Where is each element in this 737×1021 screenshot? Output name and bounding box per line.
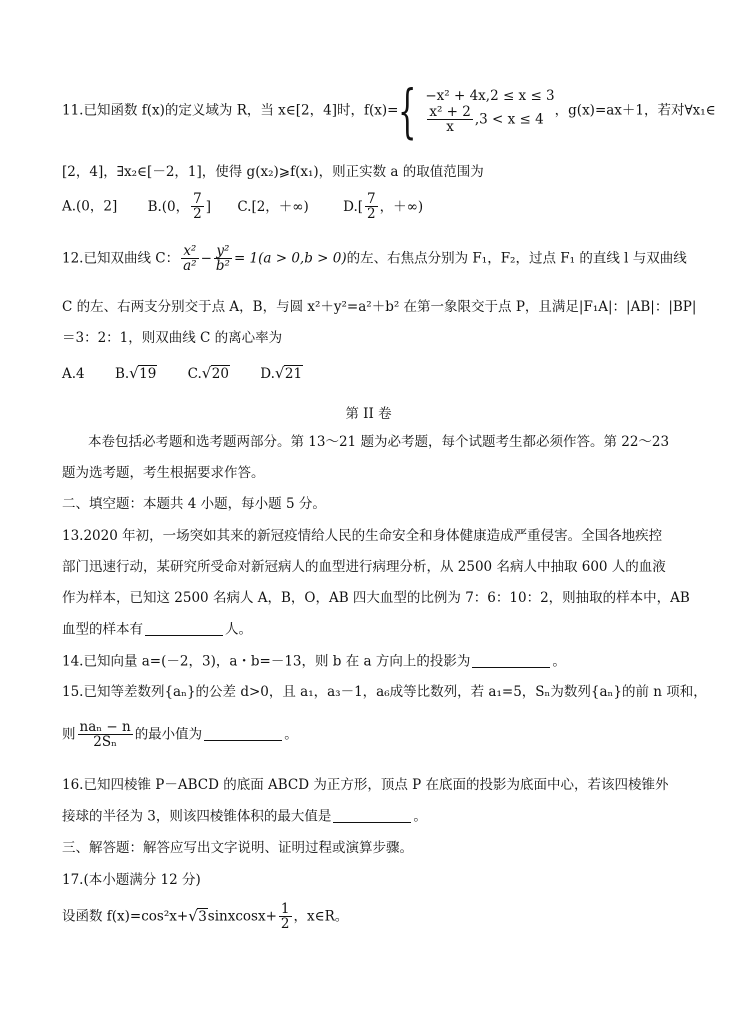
q13-line4-post: 人。 — [225, 621, 252, 638]
q14-answer-blank — [472, 653, 550, 668]
fill-in-header: 二、填空题：本题共 4 小题，每小题 5 分。 — [62, 496, 326, 512]
q12-option-b-pre: B. — [114, 366, 130, 382]
q12-line1: 12.已知双曲线 C： $\frac{\text{x²}}{\text{a²}}$ − $\frac{\text{y²}}{\text{b²}}$ = 1(a > 0,b > 0)的左、右焦点分别为 F₁，F₂，过点 F₁ 的直线 l 与双曲线 — [62, 243, 687, 275]
q16-line2-pre: 接球的半径为 3，则该四棱锥体积的最大值是 — [62, 808, 332, 825]
q12-option-c — [188, 366, 230, 382]
q12-option-d-pre: D. — [260, 366, 275, 382]
q15-frac-num: naₙ − n — [79, 719, 131, 735]
q17-post: ，x∈R。 — [293, 908, 349, 925]
q12-option-b-rad: 19 — [139, 366, 157, 382]
q12-option-b — [115, 366, 157, 382]
q11-tail: ，g(x)=ax＋1，若对∀x₁∈ — [554, 102, 716, 119]
q11-option-a: A.(0，2] — [62, 198, 118, 215]
q11-option-d-pre: D.[ — [343, 198, 364, 215]
q13-answer-blank — [145, 621, 223, 636]
q11-option-b-den: 2 — [193, 206, 202, 223]
q13-line1: 13.2020 年初，一场突如其来的新冠疫情给人民的生命安全和身体健康造成严重侵害。全国各地疾控 — [62, 528, 663, 544]
q17-title: 17.(本小题满分 12 分) — [62, 872, 201, 888]
q12-option-c-pre: C. — [187, 366, 202, 382]
q12-line2: C 的左、右两支分别交于点 A，B，与圆 x²＋y²=a²＋b² 在第一象限交于点 P，且满足|F₁A|：|AB|：|BP| — [62, 299, 697, 315]
q11-case2 — [425, 105, 554, 135]
q13-line2: 部门迅速行动，某研究所受命对新冠病人的血型进行病理分析，从 2500 名病人中抽取 600 人的血液 — [62, 559, 666, 575]
q11-cases — [425, 87, 554, 135]
q17-frac-num: 1 — [280, 901, 290, 917]
q12-option-c-rad: 20 — [211, 366, 229, 382]
q17-mid: sinxcosx+ — [207, 908, 277, 925]
q15-line2 — [62, 720, 298, 750]
q16-line2-post: 。 — [413, 808, 427, 825]
q11-case2-den: x — [427, 119, 473, 135]
q16-line1: 16.已知四棱锥 P－ABCD 的底面 ABCD 为正方形，顶点 P 在底面的投影为底面中心，若该四棱锥外 — [62, 777, 669, 793]
q16-answer-blank — [333, 808, 411, 823]
q11-option-d-den: 2 — [367, 206, 376, 223]
intro-paragraph-line1: 本卷包括必考题和选考题两部分。第 13～21 题为必考题，每个试题考生都必须作答。第 22～23 — [88, 434, 670, 450]
intro-paragraph-line2: 题为选考题，考生根据要求作答。 — [62, 465, 265, 481]
q12-option-d-rad: 21 — [284, 366, 303, 382]
q17-pre: 设函数 f(x)=cos²x+ — [62, 908, 189, 925]
q15-frac-den: 2Sₙ — [78, 734, 133, 750]
q15-pre: 则 — [62, 726, 76, 743]
q17-rad: 3 — [198, 908, 207, 925]
q13-line3: 作为样本，已知这 2500 名病人 A，B，O，AB 四大血型的比例为 7：6：10：2，则抽取的样本中，AB — [62, 590, 690, 606]
q11-case1: −x² + 4x,2 ≤ x ≤ 3 — [425, 87, 555, 104]
q15-post-b: 。 — [284, 726, 298, 743]
q11-option-d — [343, 191, 424, 223]
q11-option-b-pre: B.(0， — [147, 198, 190, 215]
q15-line1: 15.已知等差数列{aₙ}的公差 d>0，且 a₁，a₃－1，a₆成等比数列，若 a₁=5，Sₙ为数列{aₙ}的前 n 项和， — [62, 684, 707, 700]
q11-option-d-num: 7 — [367, 191, 376, 207]
q11-line2: [2，4]，∃x₂∈[－2，1]，使得 g(x₂)⩾f(x₁)，则正实数 a 的取值范围为 — [62, 164, 484, 180]
q15-post-a: 的最小值为 — [134, 726, 203, 743]
q13-line4-pre: 血型的样本有 — [62, 621, 143, 638]
q12-line3: ＝3：2：1，则双曲线 C 的离心率为 — [62, 330, 283, 346]
q11-option-b-num: 7 — [193, 191, 202, 207]
q12-option-a: A.4 — [62, 366, 85, 382]
q16-line2 — [62, 808, 427, 825]
q11-line1 — [62, 77, 716, 145]
q12-option-d — [260, 366, 303, 382]
q11-intro: 11.已知函数 f(x)的定义域为 R，当 x∈[2，4]时，f(x)= — [62, 102, 399, 119]
q12-eq-tail: = 1(a > 0,b > 0) — [233, 250, 347, 267]
q14-post: 。 — [552, 653, 566, 670]
q11-brace: { — [398, 77, 417, 145]
q11-option-c: C.[2，＋∞) — [237, 198, 309, 215]
q11-option-b-post: ] — [205, 198, 212, 215]
q13-line4 — [62, 621, 252, 638]
answer-header: 三、解答题：解答应写出文字说明、证明过程或演算步骤。 — [62, 840, 413, 856]
q17-line — [62, 902, 348, 932]
section2-title: 第 II 卷 — [345, 406, 392, 422]
q11-option-b — [147, 191, 212, 223]
q15-answer-blank — [204, 726, 282, 741]
q12-options — [62, 366, 303, 382]
q11-options — [62, 192, 423, 222]
q17-frac-den: 2 — [280, 916, 290, 933]
q12-line1-tail: 的左、右焦点分别为 F₁，F₂，过点 F₁ 的直线 l 与双曲线 — [346, 250, 687, 267]
q12-intro: 12.已知双曲线 C： — [62, 250, 180, 267]
q11-case2-num: x² + 2 — [429, 104, 471, 121]
q14-line — [62, 653, 566, 670]
q11-case2-cond: ,3 < x ≤ 4 — [474, 111, 544, 128]
q14-pre: 14.已知向量 a=(－2，3)，a・b=－13，则 b 在 a 方向上的投影为 — [62, 653, 471, 670]
q11-option-d-post: ，＋∞) — [379, 198, 424, 215]
